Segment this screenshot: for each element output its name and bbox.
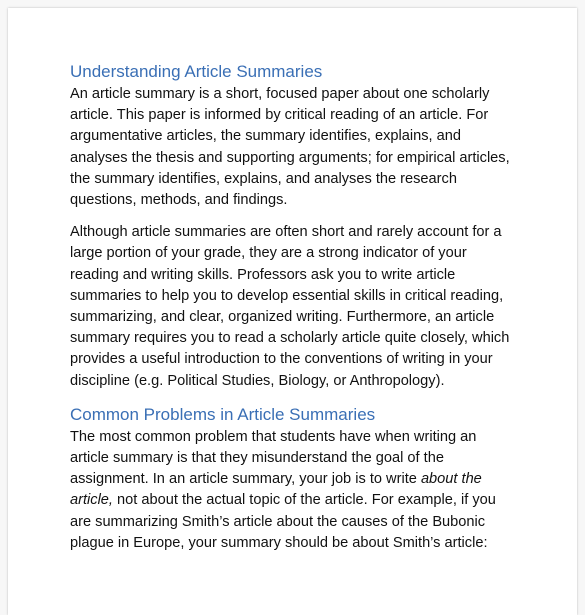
paragraph-common-problem bbox=[70, 427, 540, 554]
text-line: questions, methods, and findings. bbox=[70, 192, 288, 209]
paragraph-importance bbox=[70, 222, 540, 392]
section-heading-understanding: Understanding Article Summaries bbox=[70, 62, 323, 81]
text-line: large portion of your grade, they are a strong indicator of your bbox=[70, 245, 467, 262]
document-content bbox=[70, 61, 540, 554]
text-line: summaries to help you to develop essential skills in critical reading, bbox=[70, 287, 504, 304]
text-line: summary requires you to read a scholarly article quite closely, which bbox=[70, 330, 510, 347]
paragraph-definition bbox=[70, 84, 540, 211]
emphasis-text: article, bbox=[70, 492, 113, 509]
text-line: discipline (e.g. Political Studies, Biology, or Anthropology). bbox=[70, 372, 445, 389]
text-line: article summary is that they misunderstand the goal of the bbox=[70, 450, 444, 467]
text-line: The most common problem that students have when writing an bbox=[70, 428, 477, 445]
document-page bbox=[8, 8, 577, 615]
text-line: are summarizing Smith’s article about the causes of the Bubonic bbox=[70, 513, 486, 530]
text-line: summarizing, and clear, organized writing. Furthermore, an article bbox=[70, 309, 495, 326]
text-line: article. This paper is informed by critical reading of an article. For bbox=[70, 107, 489, 124]
text-line: argumentative articles, the summary identifies, explains, and bbox=[70, 128, 461, 145]
text-line bbox=[70, 469, 540, 490]
text-line: An article summary is a short, focused paper about one scholarly bbox=[70, 86, 490, 102]
section-heading-common-problems: Common Problems in Article Summaries bbox=[70, 404, 376, 424]
text-line: plague in Europe, your summary should be about Smith’s article: bbox=[70, 534, 488, 551]
text-line: Although article summaries are often short and rarely account for a bbox=[70, 224, 502, 241]
text-line: provides a useful introduction to the conventions of writing in your bbox=[70, 351, 493, 368]
text-run: not about the actual topic of the article. For example, if you bbox=[112, 492, 496, 509]
emphasis-text: about the bbox=[420, 471, 482, 488]
text-line: reading and writing skills. Professors ask you to write article bbox=[70, 266, 456, 283]
text-line bbox=[70, 490, 540, 511]
text-line: the summary identifies, explains, and analyses the research bbox=[70, 170, 457, 187]
text-run: assignment. In an article summary, your job is to write bbox=[70, 471, 417, 488]
text-line: analyses the thesis and supporting arguments; for empirical articles, bbox=[70, 149, 510, 166]
